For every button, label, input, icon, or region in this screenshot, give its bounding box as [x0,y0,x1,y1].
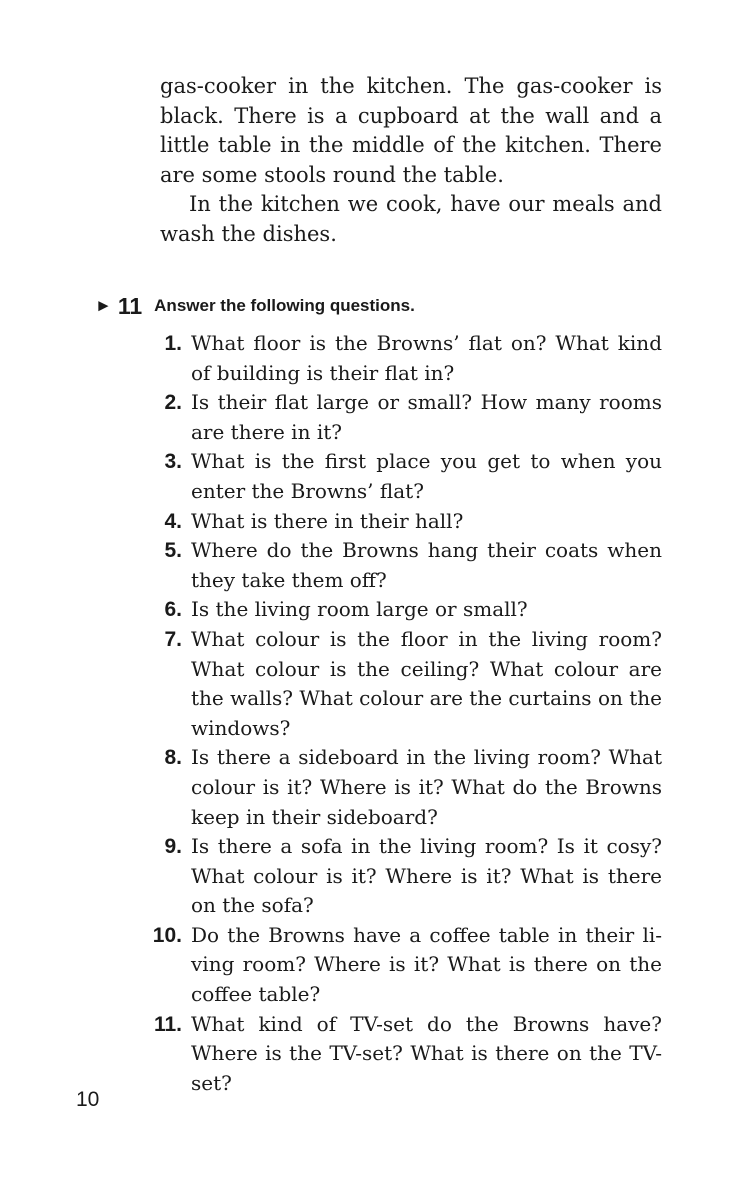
question-item [148,507,662,537]
exercise-number: 11 [117,292,143,319]
page-number: 10 [76,1088,100,1111]
question-number: 8. [164,746,182,770]
question-number: 11. [153,1012,182,1036]
question-item [148,329,662,388]
question-item [148,595,662,625]
question-number: 6. [164,598,182,622]
question-number: 4. [164,509,182,533]
intro-paragraph-2: In the kitchen we cook, have our meals and wash the dishes. [160,192,662,246]
question-text: Is their flat large or small? How many rooms are there in it? [191,390,662,444]
question-text: What floor is the Browns’ flat on? What kind of building is their flat in? [191,331,662,385]
question-item [148,536,662,595]
question-text: What kind of TV-set do the Browns have? Where is the TV-set? What is there on the TV-set? [191,1011,662,1095]
question-number: 2. [164,391,182,415]
question-list [148,329,662,1098]
question-number: 7. [164,627,182,651]
question-text: Is the living room large or small? [191,597,528,622]
question-number: 3. [164,450,182,474]
question-item [148,447,662,506]
question-text: What colour is the floor in the living room? What colour is the ceiling? What colour are the walls? What colour are the curtains on the windows? [191,626,662,740]
question-text: What is the first place you get to when you enter the Browns’ flat? [191,449,662,503]
question-number: 1. [164,332,182,355]
question-text: Where do the Browns hang their coats when they take them off? [191,538,662,592]
question-item [148,1010,662,1099]
exercise-header [95,290,675,322]
question-number: 9. [164,835,182,859]
question-number: 10. [152,923,182,947]
exercise-instruction: Answer the following questions. [154,296,415,315]
question-number: 5. [164,539,182,563]
question-text: Do the Browns have a coffee table in their living room? Where is it? What is there on the coffee table? [191,922,662,1007]
question-item [148,388,662,447]
question-item [148,743,662,832]
exercise-arrow-icon: ► [95,296,112,315]
question-item [148,832,662,921]
intro-paragraph-1: gas-cooker in the kitchen. The gas-cooker is black. There is a cupboard at the wall and a little table in the middle of the kitchen. There are some stools round the table. [160,74,662,187]
question-text: Is there a sideboard in the living room? What colour is it? Where is it? What do the Browns keep in their sideboard? [191,745,662,829]
question-text: Is there a sofa in the living room? Is it cosy? What colour is it? Where is it? What is there on the sofa? [191,834,662,918]
question-item [148,921,662,1010]
question-item [148,625,662,743]
intro-text [160,72,662,250]
question-text: What is there in their hall? [191,508,464,533]
